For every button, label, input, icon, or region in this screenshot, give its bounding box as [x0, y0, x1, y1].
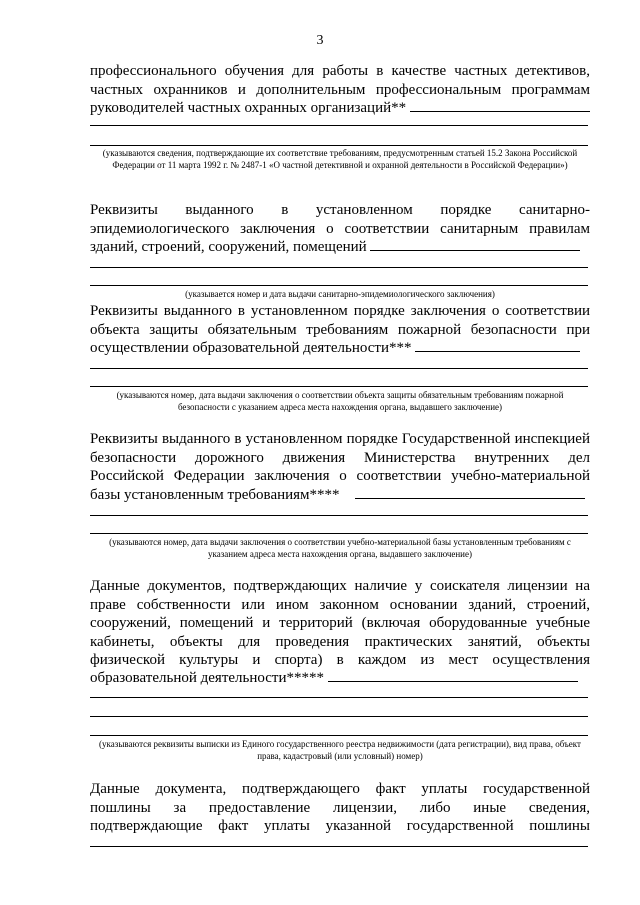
section-2-text	[90, 201, 590, 238]
section-5-line-2: праве собственности или ином законном основании зданий, строений,	[90, 596, 590, 613]
section-1-fill-line[interactable]	[90, 125, 588, 126]
section-4-line-4: базы установленным требованиям****	[90, 487, 340, 503]
section-6-line-3: подтверждающие факт уплаты указанной государственной пошлины	[90, 818, 590, 834]
section-5-line-4: кабинеты, объекты для проведения практических занятий, объекты	[90, 633, 590, 650]
section-1-note-line	[90, 145, 588, 146]
section-1-line-3: руководителей частных охранных организаций**	[90, 100, 407, 116]
section-5-note: (указываются реквизиты выписки из Единого государственного реестра недвижимости (дата регистрации), вид права, объект права, кадастровый (или условный) номер)	[99, 739, 581, 761]
section-4-text	[90, 430, 590, 486]
section-4-line-3: Российской Федерации заключения о соответствии учебно-материальной	[90, 468, 590, 484]
section-5-text	[90, 577, 590, 670]
section-4-blank-field[interactable]	[355, 486, 585, 499]
section-2-note-line	[90, 285, 588, 286]
section-3-note: (указываются номер, дата выдачи заключения о соответствии объекта защиты обязательным требованиям пожарной безопасности с указанием адреса места нахождения органа, выдавшего заключение)	[116, 390, 564, 412]
section-5-line-3: сооружений, помещений и территорий (включая оборудованные учебные	[90, 615, 590, 631]
section-1-line-1: профессионального обучения для работы в качестве частных детективов,	[90, 63, 590, 79]
section-5-fill-line-2[interactable]	[90, 716, 588, 717]
section-2-line-2: эпидемиологического заключения о соответствии санитарным правилам	[90, 220, 590, 237]
section-2-line-1: Реквизиты выданного в установленном порядке санитарно-	[90, 202, 590, 218]
section-5-line-6: образовательной деятельности*****	[90, 670, 324, 686]
section-2-note: (указывается номер и дата выдачи санитарно-эпидемиологического заключения)	[185, 289, 495, 299]
section-2-blank-field[interactable]	[370, 238, 580, 251]
section-4-line-1: Реквизиты выданного в установленном порядке Государственной инспекцией	[90, 431, 590, 447]
section-4-line-4-row	[90, 486, 590, 505]
section-4-note-line	[90, 533, 588, 534]
section-5-line-5: физической культуры и спорта) в каждом из мест осуществления	[90, 652, 590, 668]
section-5-blank-field[interactable]	[328, 669, 578, 682]
page-number: 3	[316, 33, 324, 48]
section-2-fill-line[interactable]	[90, 267, 588, 268]
section-1-line-2: частных охранников и дополнительным профессиональным программам	[90, 81, 590, 98]
section-6-line-1: Данные документа, подтверждающего факт уплаты государственной	[90, 781, 590, 797]
section-2-line-3: зданий, строений, сооружений, помещений	[90, 239, 367, 255]
section-4-line-2: безопасности дорожного движения Министерства внутренних дел	[90, 449, 590, 466]
section-1-text	[90, 62, 590, 99]
section-5-line-1: Данные документов, подтверждающих наличие у соискателя лицензии на	[90, 578, 590, 594]
section-3-note-line	[90, 386, 588, 387]
section-3-line-3-row	[90, 339, 590, 358]
section-4-note: (указываются номер, дата выдачи заключения о соответствии учебно-материальной базы установленным требованиям с указанием адреса места нахождения органа, выдавшего заключение)	[109, 537, 571, 559]
section-5-line-6-row	[90, 669, 590, 688]
section-3-line-1: Реквизиты выданного в установленном порядке заключения о соответствии	[90, 303, 590, 319]
section-3-text	[90, 302, 590, 339]
section-3-fill-line[interactable]	[90, 368, 588, 369]
section-5-note-line	[90, 735, 588, 736]
section-5-fill-line-1[interactable]	[90, 697, 588, 698]
section-2-line-3-row	[90, 238, 590, 257]
section-6-text	[90, 780, 590, 836]
section-4-fill-line[interactable]	[90, 515, 588, 516]
section-3-blank-field[interactable]	[415, 339, 580, 352]
section-1-line-3-row	[90, 99, 590, 118]
section-1-blank-field[interactable]	[410, 99, 590, 112]
section-1-note: (указываются сведения, подтверждающие их соответствие требованиям, предусмотренным статьей 15.2 Закона Российской Федерации от 11 марта 1992 г. № 2487-1 «О частной детективной и охранной деятельности в Российской Федерации»)	[102, 148, 578, 170]
section-6-fill-line[interactable]	[90, 846, 588, 847]
section-6-line-2: пошлины за предоставление лицензии, либо иные сведения,	[90, 799, 590, 816]
section-3-line-2: объекта защиты обязательным требованиям пожарной безопасности при	[90, 321, 590, 338]
section-3-line-3: осуществлении образовательной деятельности***	[90, 340, 412, 356]
